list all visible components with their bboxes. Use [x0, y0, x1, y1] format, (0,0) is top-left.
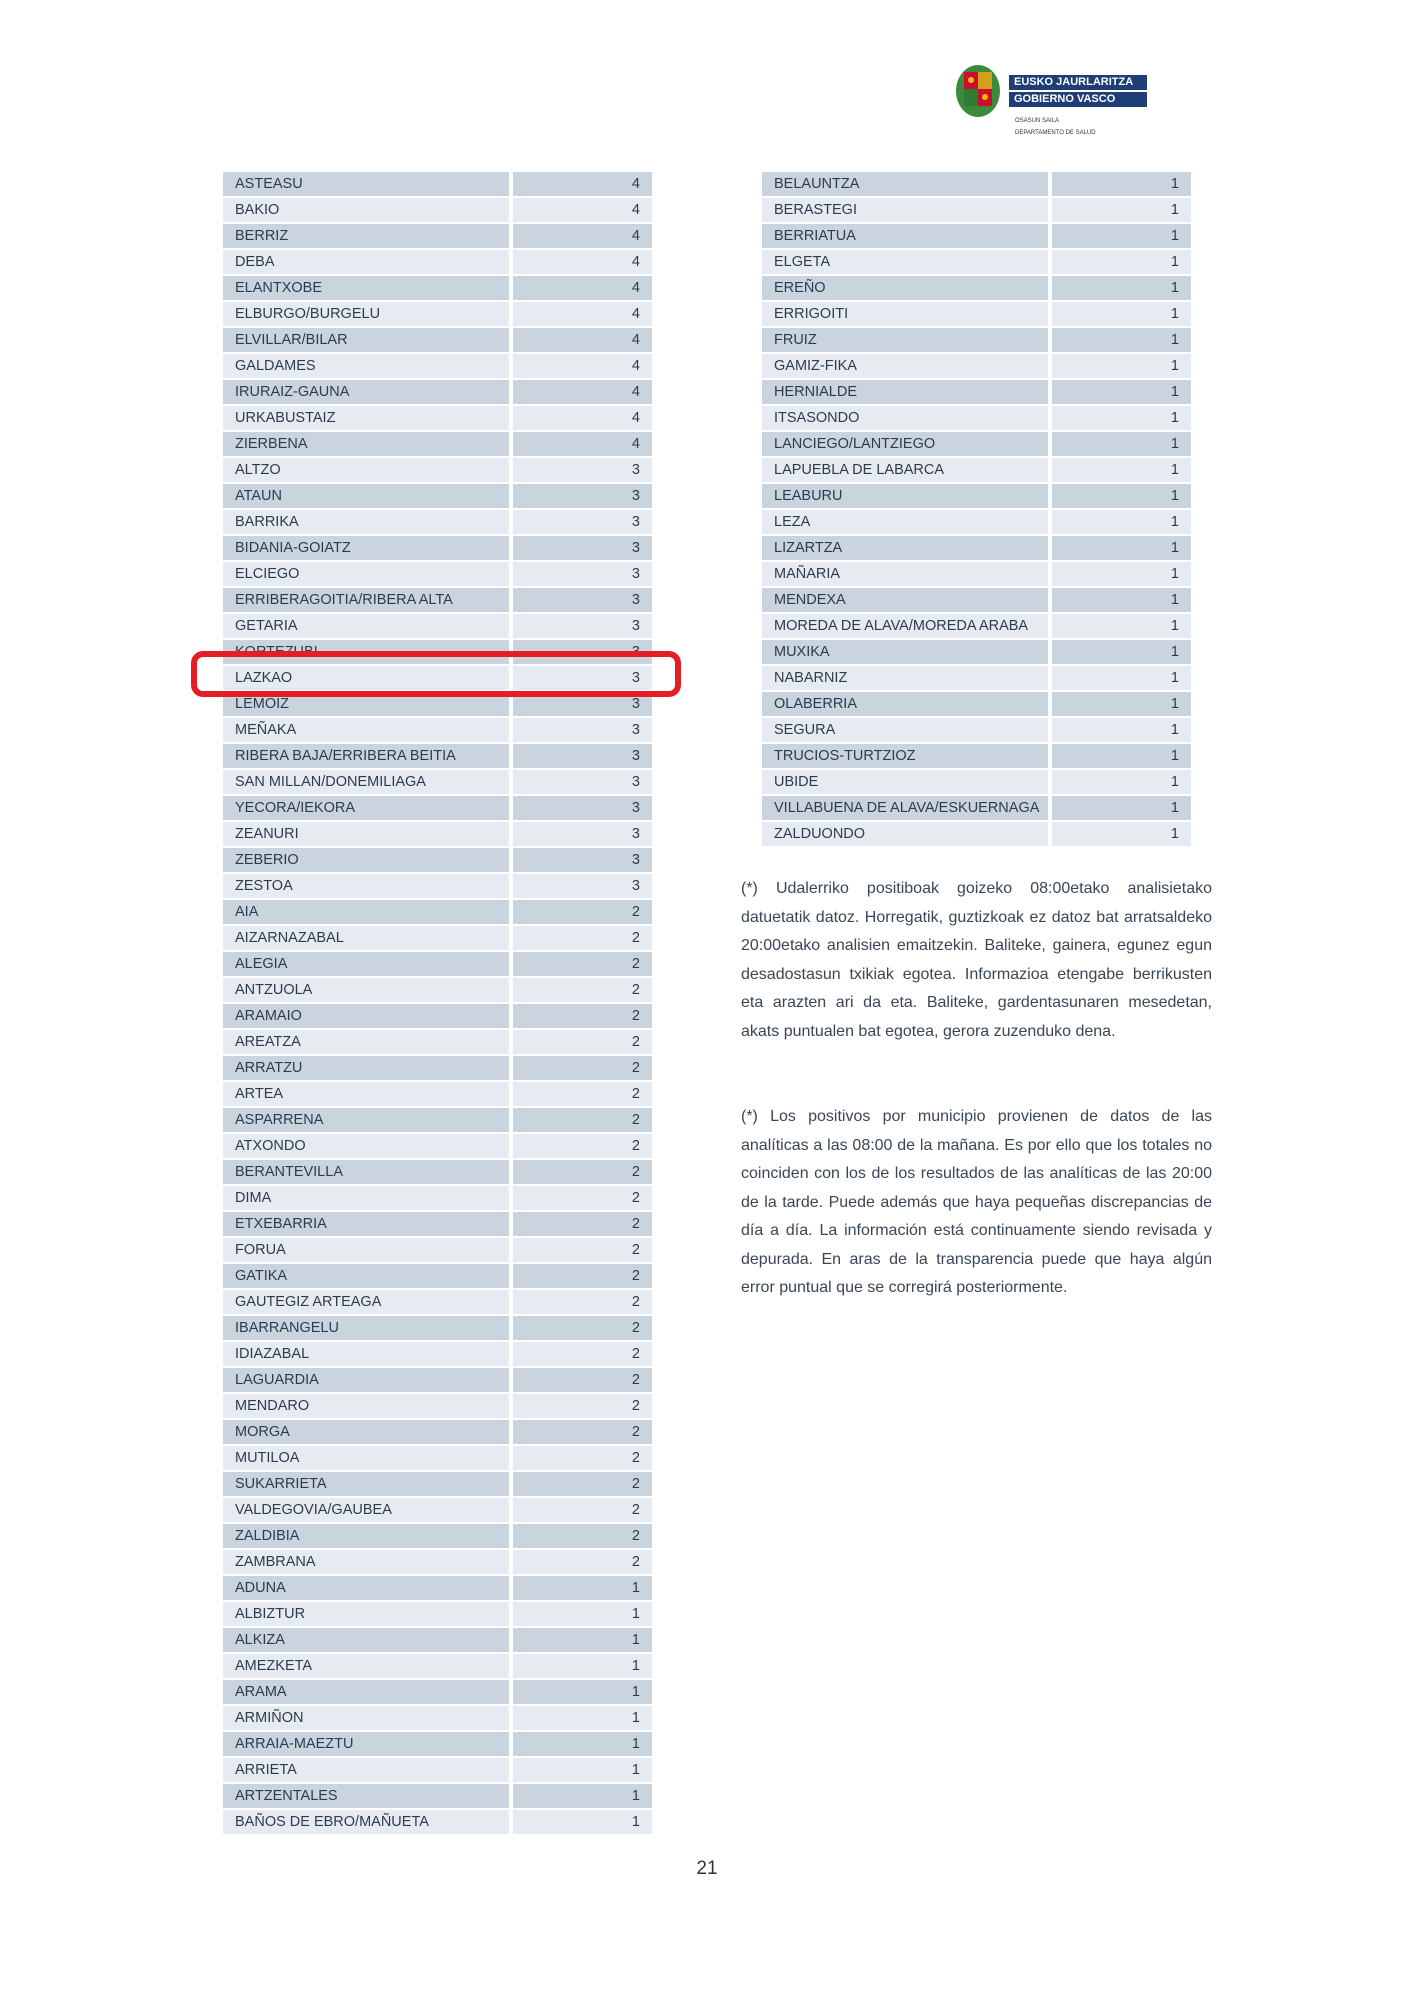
table-row: [223, 718, 652, 744]
municipality-name: MENDEXA: [762, 588, 1048, 612]
positive-count: 1: [1052, 536, 1191, 560]
positive-count: 2: [513, 1030, 652, 1054]
table-row: [223, 1654, 652, 1680]
table-row: [223, 1394, 652, 1420]
table-row: [223, 1628, 652, 1654]
municipality-name: VALDEGOVIA/GAUBEA: [223, 1498, 509, 1522]
table-row: [223, 458, 652, 484]
table-row: [223, 1238, 652, 1264]
table-row: [762, 328, 1191, 354]
positive-count: 2: [513, 1420, 652, 1444]
positive-count: 1: [1052, 744, 1191, 768]
municipality-name: BERANTEVILLA: [223, 1160, 509, 1184]
table-row: [223, 1446, 652, 1472]
positive-count: 2: [513, 1446, 652, 1470]
table-row: [223, 1212, 652, 1238]
table-row: [762, 198, 1191, 224]
positive-count: 2: [513, 1316, 652, 1340]
positive-count: 3: [513, 458, 652, 482]
municipality-name: LEABURU: [762, 484, 1048, 508]
table-row: [223, 406, 652, 432]
municipality-name: ALKIZA: [223, 1628, 509, 1652]
municipality-name: EREÑO: [762, 276, 1048, 300]
positive-count: 1: [1052, 380, 1191, 404]
table-row: [223, 1082, 652, 1108]
municipality-name: LAZKAO: [223, 666, 509, 690]
table-row: [223, 1160, 652, 1186]
municipality-name: HERNIALDE: [762, 380, 1048, 404]
positive-count: 1: [513, 1602, 652, 1626]
municipality-name: ELCIEGO: [223, 562, 509, 586]
table-row: [223, 1732, 652, 1758]
positive-count: 1: [513, 1680, 652, 1704]
positive-count: 2: [513, 1290, 652, 1314]
positive-count: 3: [513, 874, 652, 898]
municipality-name: ZEANURI: [223, 822, 509, 846]
municipality-name: MORGA: [223, 1420, 509, 1444]
municipality-name: LANCIEGO/LANTZIEGO: [762, 432, 1048, 456]
table-row: [762, 406, 1191, 432]
municipality-name: ALBIZTUR: [223, 1602, 509, 1626]
table-row: [223, 1420, 652, 1446]
table-row: [223, 380, 652, 406]
positive-count: 1: [1052, 562, 1191, 586]
municipality-name: GATIKA: [223, 1264, 509, 1288]
table-row: [223, 432, 652, 458]
municipality-name: BERASTEGI: [762, 198, 1048, 222]
positive-count: 1: [1052, 692, 1191, 716]
municipality-name: BERRIATUA: [762, 224, 1048, 248]
municipality-name: ATAUN: [223, 484, 509, 508]
positive-count: 1: [1052, 354, 1191, 378]
table-row: [223, 1472, 652, 1498]
municipality-name: MUXIKA: [762, 640, 1048, 664]
table-row: [762, 172, 1191, 198]
positive-count: 1: [513, 1576, 652, 1600]
table-row: [223, 1498, 652, 1524]
municipality-name: BAKIO: [223, 198, 509, 222]
municipality-name: GETARIA: [223, 614, 509, 638]
highlight-box: [191, 651, 681, 697]
positive-count: 2: [513, 1394, 652, 1418]
municipality-table-left: [223, 172, 652, 1836]
table-row: [762, 796, 1191, 822]
positive-count: 3: [513, 666, 652, 690]
positive-count: 3: [513, 588, 652, 612]
municipality-name: BARRIKA: [223, 510, 509, 534]
positive-count: 1: [1052, 198, 1191, 222]
municipality-name: URKABUSTAIZ: [223, 406, 509, 430]
municipality-name: VILLABUENA DE ALAVA/ESKUERNAGA: [762, 796, 1048, 820]
table-row: [223, 1264, 652, 1290]
municipality-name: ARRATZU: [223, 1056, 509, 1080]
municipality-name: MENDARO: [223, 1394, 509, 1418]
table-row: [223, 1368, 652, 1394]
municipality-name: DIMA: [223, 1186, 509, 1210]
municipality-name: LIZARTZA: [762, 536, 1048, 560]
table-row: [762, 588, 1191, 614]
municipality-name: ARTEA: [223, 1082, 509, 1106]
positive-count: 2: [513, 1108, 652, 1132]
page-number: 21: [696, 1858, 718, 1879]
table-row: [762, 614, 1191, 640]
positive-count: 4: [513, 432, 652, 456]
table-row: [223, 484, 652, 510]
municipality-name: ARAMAIO: [223, 1004, 509, 1028]
municipality-name: ZALDUONDO: [762, 822, 1048, 846]
table-row: [223, 198, 652, 224]
municipality-name: ALTZO: [223, 458, 509, 482]
municipality-name: AIA: [223, 900, 509, 924]
municipality-name: AREATZA: [223, 1030, 509, 1054]
positive-count: 4: [513, 224, 652, 248]
table-row: [223, 510, 652, 536]
logo-department-es: DEPARTAMENTO DE SALUD: [1015, 130, 1096, 136]
table-row: [223, 276, 652, 302]
table-row: [223, 354, 652, 380]
table-row: [762, 354, 1191, 380]
positive-count: 1: [1052, 328, 1191, 352]
positive-count: 3: [513, 848, 652, 872]
positive-count: 1: [1052, 614, 1191, 638]
table-row: [223, 250, 652, 276]
positive-count: 2: [513, 978, 652, 1002]
table-row: [762, 536, 1191, 562]
logo-line-2: GOBIERNO VASCO: [1009, 92, 1147, 107]
table-row: [762, 562, 1191, 588]
positive-count: 1: [1052, 718, 1191, 742]
municipality-name: ARRAIA-MAEZTU: [223, 1732, 509, 1756]
coat-of-arms-icon: [955, 64, 1001, 118]
table-row: [223, 1108, 652, 1134]
positive-count: 2: [513, 1550, 652, 1574]
positive-count: 1: [1052, 250, 1191, 274]
municipality-name: NABARNIZ: [762, 666, 1048, 690]
table-row: [223, 822, 652, 848]
table-row: [223, 1186, 652, 1212]
positive-count: 4: [513, 354, 652, 378]
municipality-name: FORUA: [223, 1238, 509, 1262]
municipality-name: YECORA/IEKORA: [223, 796, 509, 820]
table-row: [223, 328, 652, 354]
positive-count: 3: [513, 770, 652, 794]
table-row: [762, 510, 1191, 536]
positive-count: 2: [513, 1186, 652, 1210]
table-row: [762, 276, 1191, 302]
table-row: [223, 1576, 652, 1602]
positive-count: 2: [513, 1472, 652, 1496]
municipality-name: ELBURGO/BURGELU: [223, 302, 509, 326]
table-row: [762, 770, 1191, 796]
municipality-name: ZAMBRANA: [223, 1550, 509, 1574]
positive-count: 3: [513, 484, 652, 508]
positive-count: 3: [513, 796, 652, 820]
positive-count: 3: [513, 822, 652, 846]
positive-count: 2: [513, 900, 652, 924]
positive-count: 3: [513, 718, 652, 742]
municipality-name: ARTZENTALES: [223, 1784, 509, 1808]
municipality-name: GALDAMES: [223, 354, 509, 378]
table-row: [762, 302, 1191, 328]
table-row: [223, 1550, 652, 1576]
positive-count: 4: [513, 380, 652, 404]
municipality-name: IDIAZABAL: [223, 1342, 509, 1366]
positive-count: 4: [513, 250, 652, 274]
table-row: [223, 536, 652, 562]
municipality-name: UBIDE: [762, 770, 1048, 794]
municipality-name: ZESTOA: [223, 874, 509, 898]
positive-count: 1: [1052, 458, 1191, 482]
table-row: [762, 432, 1191, 458]
positive-count: 1: [513, 1784, 652, 1808]
table-row: [762, 640, 1191, 666]
positive-count: 1: [1052, 796, 1191, 820]
table-row: [223, 900, 652, 926]
municipality-name: ARAMA: [223, 1680, 509, 1704]
municipality-name: LEZA: [762, 510, 1048, 534]
table-row: [223, 848, 652, 874]
table-row: [223, 926, 652, 952]
table-row: [223, 1602, 652, 1628]
municipality-name: ITSASONDO: [762, 406, 1048, 430]
table-row: [762, 692, 1191, 718]
table-row: [223, 1004, 652, 1030]
table-row: [762, 250, 1191, 276]
table-row: [223, 1030, 652, 1056]
positive-count: 2: [513, 1212, 652, 1236]
positive-count: 1: [1052, 510, 1191, 534]
positive-count: 2: [513, 1004, 652, 1028]
positive-count: 1: [1052, 302, 1191, 326]
table-row: [223, 874, 652, 900]
table-row: [223, 1290, 652, 1316]
logo-department-eu: OSASUN SAILA: [1015, 118, 1060, 124]
municipality-name: ARRIETA: [223, 1758, 509, 1782]
positive-count: 3: [513, 536, 652, 560]
table-row: [223, 1810, 652, 1836]
municipality-name: ASPARRENA: [223, 1108, 509, 1132]
table-row: [223, 952, 652, 978]
table-row: [223, 1680, 652, 1706]
positive-count: 2: [513, 1524, 652, 1548]
municipality-name: ELGETA: [762, 250, 1048, 274]
municipality-name: ERRIGOITI: [762, 302, 1048, 326]
positive-count: 2: [513, 1342, 652, 1366]
table-row: [223, 1056, 652, 1082]
municipality-name: MEÑAKA: [223, 718, 509, 742]
positive-count: 1: [1052, 484, 1191, 508]
table-row: [762, 744, 1191, 770]
positive-count: 2: [513, 1160, 652, 1184]
municipality-name: SAN MILLAN/DONEMILIAGA: [223, 770, 509, 794]
municipality-name: MUTILOA: [223, 1446, 509, 1470]
positive-count: 1: [1052, 640, 1191, 664]
municipality-name: ARMIÑON: [223, 1706, 509, 1730]
table-row: [223, 302, 652, 328]
positive-count: 1: [513, 1654, 652, 1678]
positive-count: 3: [513, 640, 652, 664]
table-row: [223, 588, 652, 614]
municipality-name: ALEGIA: [223, 952, 509, 976]
positive-count: 1: [513, 1732, 652, 1756]
table-row: [223, 1784, 652, 1810]
positive-count: 4: [513, 276, 652, 300]
positive-count: 1: [1052, 224, 1191, 248]
municipality-name: ZALDIBIA: [223, 1524, 509, 1548]
positive-count: 1: [1052, 172, 1191, 196]
positive-count: 1: [513, 1810, 652, 1834]
positive-count: 3: [513, 744, 652, 768]
positive-count: 2: [513, 1082, 652, 1106]
municipality-name: SEGURA: [762, 718, 1048, 742]
municipality-name: GAUTEGIZ ARTEAGA: [223, 1290, 509, 1314]
municipality-name: DEBA: [223, 250, 509, 274]
positive-count: 1: [1052, 406, 1191, 430]
municipality-name: BERRIZ: [223, 224, 509, 248]
municipality-name: OLABERRIA: [762, 692, 1048, 716]
municipality-name: ATXONDO: [223, 1134, 509, 1158]
positive-count: 4: [513, 198, 652, 222]
positive-count: 1: [1052, 666, 1191, 690]
table-row: [223, 1316, 652, 1342]
table-row: [223, 1134, 652, 1160]
municipality-name: MOREDA DE ALAVA/MOREDA ARABA: [762, 614, 1048, 638]
positive-count: 1: [513, 1628, 652, 1652]
municipality-name: AMEZKETA: [223, 1654, 509, 1678]
table-row: [762, 666, 1191, 692]
positive-count: 1: [1052, 276, 1191, 300]
municipality-name: ETXEBARRIA: [223, 1212, 509, 1236]
table-row: [223, 1758, 652, 1784]
municipality-name: TRUCIOS-TURTZIOZ: [762, 744, 1048, 768]
positive-count: 4: [513, 302, 652, 326]
municipality-name: BELAUNTZA: [762, 172, 1048, 196]
municipality-name: BAÑOS DE EBRO/MAÑUETA: [223, 1810, 509, 1834]
table-row: [762, 484, 1191, 510]
table-row: [762, 822, 1191, 848]
municipality-name: ZIERBENA: [223, 432, 509, 456]
municipality-name: ASTEASU: [223, 172, 509, 196]
table-row: [223, 1342, 652, 1368]
table-row: [223, 172, 652, 198]
note-basque: (*) Udalerriko positiboak goizeko 08:00etako analisietako datuetatik datoz. Horregatik, guztizkoak ez datoz bat arratsaldeko 20:00etako analisien emaitzekin. Baliteke, gainera, egunez egun desadostasun txikiak egotea. Informazioa etengabe berrikusten eta arazten ari da eta. Baliteke, gardentasunaren mesedetan, akats puntualen bat egotea, gerora zuzenduko dena.: [741, 880, 1212, 1040]
positive-count: 4: [513, 172, 652, 196]
positive-count: 3: [513, 562, 652, 586]
positive-count: 3: [513, 692, 652, 716]
municipality-name: AIZARNAZABAL: [223, 926, 509, 950]
positive-count: 2: [513, 1056, 652, 1080]
positive-count: 1: [513, 1706, 652, 1730]
positive-count: 4: [513, 328, 652, 352]
table-row: [223, 744, 652, 770]
positive-count: 1: [513, 1758, 652, 1782]
table-row: [223, 978, 652, 1004]
municipality-name: LEMOIZ: [223, 692, 509, 716]
municipality-name: FRUIZ: [762, 328, 1048, 352]
municipality-name: SUKARRIETA: [223, 1472, 509, 1496]
municipality-name: ANTZUOLA: [223, 978, 509, 1002]
table-row: [762, 380, 1191, 406]
municipality-name: KORTEZUBI: [223, 640, 509, 664]
table-row: [223, 1524, 652, 1550]
municipality-name: LAGUARDIA: [223, 1368, 509, 1392]
table-row: [223, 562, 652, 588]
positive-count: 2: [513, 926, 652, 950]
positive-count: 1: [1052, 822, 1191, 846]
table-row: [762, 718, 1191, 744]
municipality-name: GAMIZ-FIKA: [762, 354, 1048, 378]
positive-count: 1: [1052, 770, 1191, 794]
positive-count: 2: [513, 952, 652, 976]
positive-count: 3: [513, 510, 652, 534]
municipality-name: MAÑARIA: [762, 562, 1048, 586]
municipality-name: ELANTXOBE: [223, 276, 509, 300]
positive-count: 1: [1052, 588, 1191, 612]
table-row: [223, 1706, 652, 1732]
positive-count: 4: [513, 406, 652, 430]
municipality-table-right: [762, 172, 1191, 848]
municipality-name: IRURAIZ-GAUNA: [223, 380, 509, 404]
positive-count: 1: [1052, 432, 1191, 456]
table-row: [223, 796, 652, 822]
table-row: [223, 614, 652, 640]
government-logo: [955, 64, 1155, 144]
municipality-name: ZEBERIO: [223, 848, 509, 872]
positive-count: 2: [513, 1238, 652, 1262]
note-spanish: (*) Los positivos por municipio provienen de datos de las analíticas a las 08:00 de la mañana. Es por ello que los totales no coinciden con los de los resultados de las analíticas de las 20:00 de la tarde. Puede además que haya pequeñas discrepancias de día a día. La información está continuamente siendo revisada y depurada. En aras de la transparencia puede que haya algún error puntual que se corregirá posteriormente.: [741, 1108, 1212, 1296]
logo-line-1: EUSKO JAURLARITZA: [1009, 75, 1147, 90]
positive-count: 2: [513, 1368, 652, 1392]
municipality-name: IBARRANGELU: [223, 1316, 509, 1340]
table-row: [762, 224, 1191, 250]
municipality-name: ADUNA: [223, 1576, 509, 1600]
table-row: [762, 458, 1191, 484]
positive-count: 2: [513, 1134, 652, 1158]
positive-count: 2: [513, 1498, 652, 1522]
municipality-name: BIDANIA-GOIATZ: [223, 536, 509, 560]
municipality-name: RIBERA BAJA/ERRIBERA BEITIA: [223, 744, 509, 768]
municipality-name: LAPUEBLA DE LABARCA: [762, 458, 1048, 482]
positive-count: 2: [513, 1264, 652, 1288]
table-row: [223, 224, 652, 250]
municipality-name: ERRIBERAGOITIA/RIBERA ALTA: [223, 588, 509, 612]
municipality-name: ELVILLAR/BILAR: [223, 328, 509, 352]
positive-count: 3: [513, 614, 652, 638]
table-row: [223, 770, 652, 796]
